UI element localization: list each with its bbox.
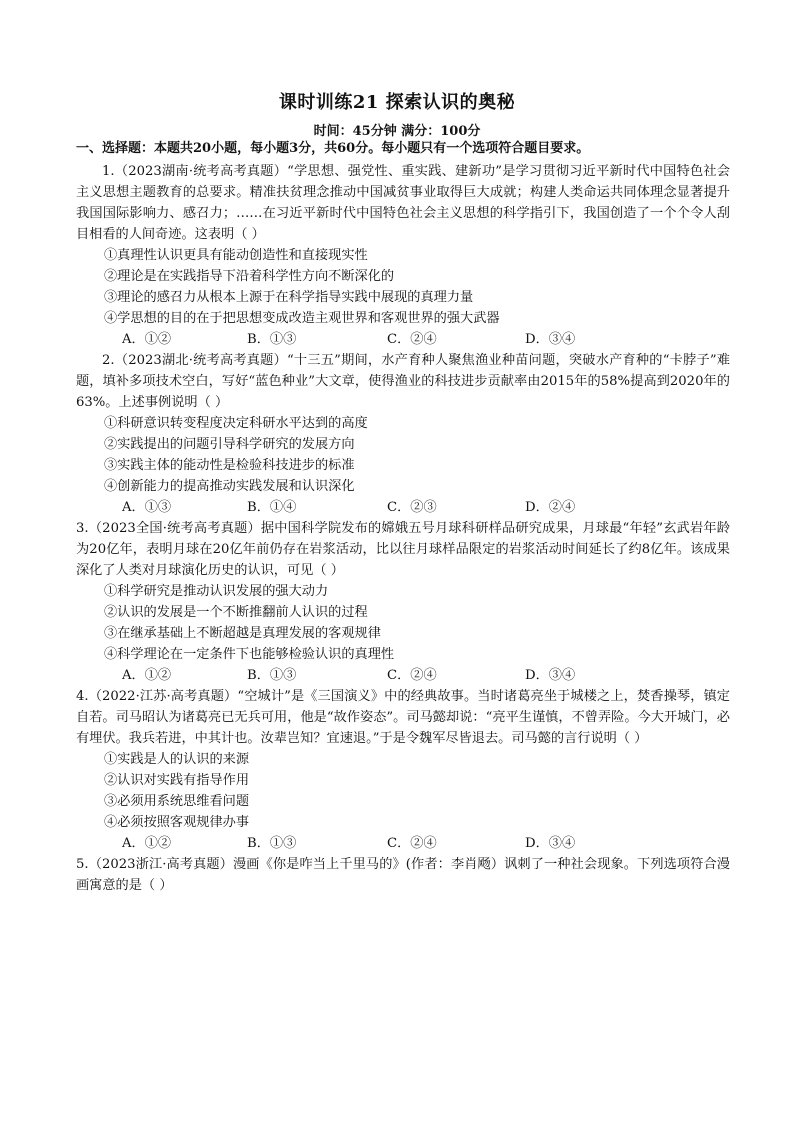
question-4 bbox=[76, 686, 730, 854]
question-3 bbox=[76, 518, 730, 686]
choice-b: B．①③ bbox=[247, 836, 297, 851]
option-statement: ③必须用系统思维看问题 bbox=[104, 794, 250, 809]
option-statement: ④必须按照客观规律办事 bbox=[104, 815, 250, 830]
choice-c: C．②③ bbox=[387, 500, 437, 515]
answer-choices bbox=[76, 497, 730, 518]
option-statement: ①科研意识转变程度决定科研水平达到的高度 bbox=[104, 416, 368, 431]
option-statement: ④科学理论在一定条件下也能够检验认识的真理性 bbox=[104, 647, 395, 662]
question-list bbox=[76, 161, 730, 896]
question-1 bbox=[76, 161, 730, 350]
question-stem: 1.（2023湖南·统考高考真题）“学思想、强党性、重实践、建新功”是学习贯彻习近平新时代中国特色社会主义思想主题教育的总要求。精准扶贫理念推动中国减贫事业取得巨大成就；构建人类命运共同体理念显著提升我国国际影响力、感召力；……在习近平新时代中国特色社会主义思想的科学指引下，我国创造了一个个令人刮目相看的人间奇迹。这表明（ ） bbox=[76, 164, 730, 242]
option-statement: ④创新能力的提高推动实践发展和认识深化 bbox=[104, 479, 355, 494]
option-statement: ②理论是在实践指导下沿着科学性方向不断深化的 bbox=[104, 269, 395, 284]
choice-a: A．①② bbox=[122, 332, 172, 347]
choice-a: A．①② bbox=[122, 668, 172, 683]
choice-b: B．①③ bbox=[247, 668, 297, 683]
choice-a: A．①③ bbox=[122, 500, 172, 515]
choice-d: D．③④ bbox=[525, 332, 576, 347]
question-stem: 4.（2022·江苏·高考真题）“空城计”是《三国演义》中的经典故事。当时诸葛亮坐于城楼之上，焚香操琴，镇定自若。司马昭认为诸葛亮已无兵可用，他是“故作姿态”。司马懿却说：“亮平生谨慎，不曾弄险。今大开城门，必有埋伏。我兵若进，中其计也。汝辈岂知？宜速退。”于是令魏军尽皆退去。司马懿的言行说明（ ） bbox=[76, 689, 730, 746]
option-statement: ②实践提出的问题引导科学研究的发展方向 bbox=[104, 437, 355, 452]
option-statement: ④学思想的目的在于把思想变成改造主观世界和客观世界的强大武器 bbox=[104, 311, 500, 326]
option-statement: ②认识的发展是一个不断推翻前人认识的过程 bbox=[104, 605, 368, 620]
choice-c: C．②④ bbox=[387, 836, 437, 851]
choice-d: D．③④ bbox=[525, 668, 576, 683]
choice-b: B．①③ bbox=[247, 332, 297, 347]
answer-choices bbox=[76, 665, 730, 686]
page-title: 课时训练21 探索认识的奥秘 bbox=[278, 92, 516, 113]
choice-a: A．①② bbox=[122, 836, 172, 851]
option-statement: ③实践主体的能动性是检验科技进步的标准 bbox=[104, 458, 355, 473]
question-stem: 3.（2023全国·统考高考真题）据中国科学院发布的嫦娥五号月球科研样品研究成果，月球最“年轻”玄武岩年龄为20亿年，表明月球在20亿年前仍存在岩浆活动，比以往月球样品限定的岩浆活动时间延长了约8亿年。该成果深化了人类对月球演化历史的认识，可见（ ） bbox=[76, 521, 730, 578]
choice-c: C．②④ bbox=[387, 668, 437, 683]
answer-choices bbox=[76, 329, 730, 350]
option-statement: ③在继承基础上不断超越是真理发展的客观规律 bbox=[104, 626, 381, 641]
option-statement: ①实践是人的认识的来源 bbox=[104, 752, 250, 767]
question-stem: 2.（2023湖北·统考高考真题）“十三五”期间，水产育种人聚焦渔业种苗问题，突破水产育种的“卡脖子”难题，填补多项技术空白，写好“蓝色种业”大文章，使得渔业的科技进步贡献率由2015年的58%提高到2020年的63%。上述事例说明（ ） bbox=[76, 353, 730, 410]
choice-d: D．③④ bbox=[525, 836, 576, 851]
choice-c: C．②④ bbox=[387, 332, 437, 347]
time-score-info: 时间：45分钟 满分：100分 bbox=[313, 124, 481, 139]
choice-b: B．①④ bbox=[247, 500, 297, 515]
choice-d: D．②④ bbox=[525, 500, 576, 515]
question-2 bbox=[76, 350, 730, 518]
question-stem: 5.（2023浙江·高考真题）漫画《你是咋当上千里马的》(作者：李肖飏）讽刺了一种社会现象。下列选项符合漫画寓意的是（ ） bbox=[76, 857, 730, 893]
option-statement: ①科学研究是推动认识发展的强大动力 bbox=[104, 584, 329, 599]
answer-choices bbox=[76, 833, 730, 854]
section-heading: 一、选择题：本题共20小题，每小题3分，共60分。每小题只有一个选项符合题目要求。 bbox=[76, 141, 590, 156]
option-statement: ③理论的感召力从根本上源于在科学指导实践中展现的真理力量 bbox=[104, 290, 474, 305]
question-5 bbox=[76, 854, 730, 896]
option-statement: ①真理性认识更具有能动创造性和直接现实性 bbox=[104, 248, 368, 263]
option-statement: ②认识对实践有指导作用 bbox=[104, 773, 250, 788]
